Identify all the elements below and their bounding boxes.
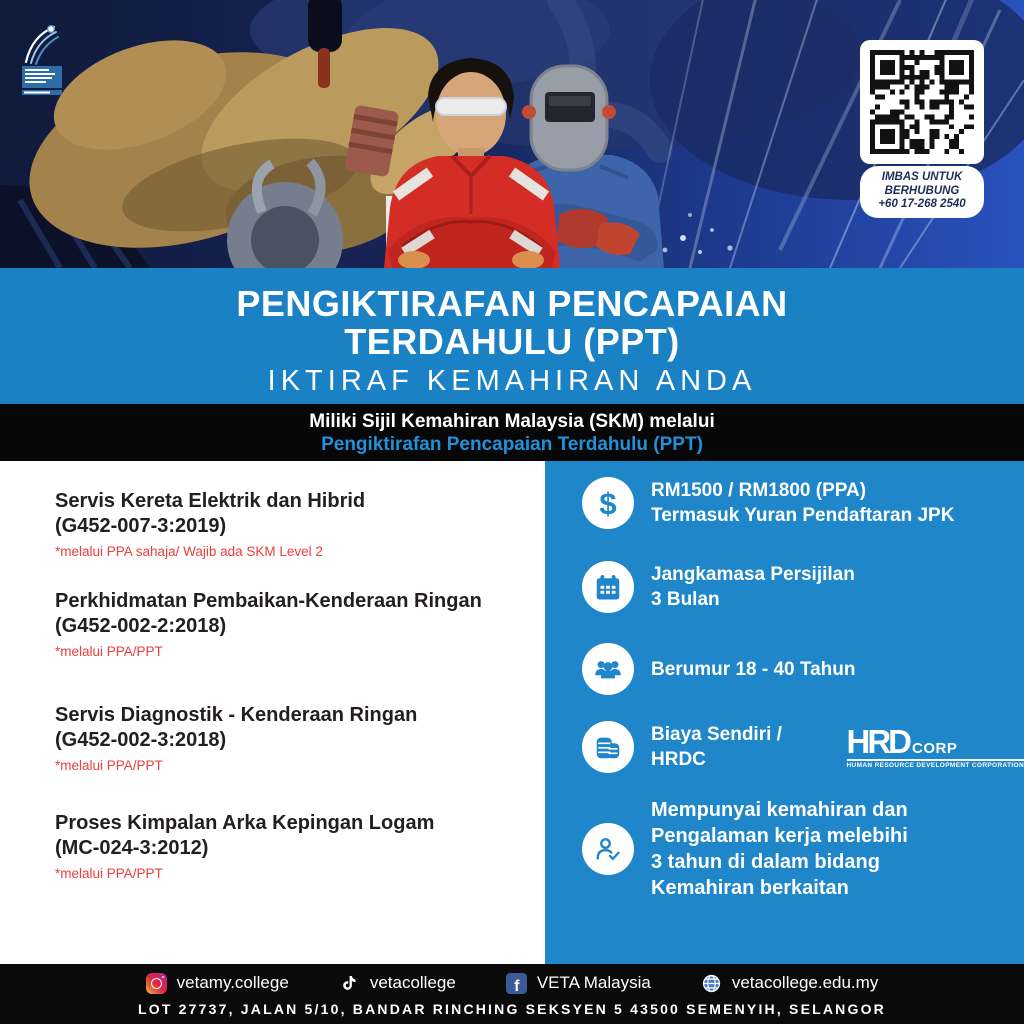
dollar-icon: $ <box>582 477 634 529</box>
fee-line1: RM1500 / RM1800 (PPA) <box>651 480 867 501</box>
instagram-handle: vetamy.college <box>176 973 289 992</box>
website-handle: vetacollege.edu.my <box>731 973 879 992</box>
facebook-link[interactable] <box>506 972 651 994</box>
tiktok-link[interactable] <box>339 972 456 994</box>
info-row-age <box>545 643 1024 695</box>
course-code: (MC-024-3:2012) <box>55 837 209 859</box>
calendar-icon <box>582 561 634 613</box>
poster-subtitle: IKTIRAF KEMAHIRAN ANDA <box>267 365 757 397</box>
info-row-funding <box>545 721 1024 773</box>
info-row-experience <box>545 797 1024 901</box>
hero-photo <box>0 0 1024 268</box>
person-check-icon <box>582 823 634 875</box>
course-title: Servis Kereta Elektrik dan Hibrid <box>55 490 366 512</box>
hrdcorp-logo <box>846 722 1024 770</box>
course-title: Servis Diagnostik - Kenderaan Ringan <box>55 704 418 726</box>
qr-caption-line2: BERHUBUNG <box>884 184 960 197</box>
course-note: *melalui PPA sahaja/ Wajib ada SKM Level 2 <box>55 544 323 559</box>
facebook-icon: f <box>506 972 528 994</box>
duration-line2: 3 Bulan <box>651 589 720 610</box>
hrdcorp-main: HRD <box>846 722 909 760</box>
qr-code[interactable] <box>860 40 984 164</box>
skm-strip <box>0 404 1024 461</box>
hrdcorp-suffix: CORP <box>912 739 958 757</box>
website-link[interactable] <box>701 972 878 994</box>
experience-line4: Kemahiran berkaitan <box>651 877 849 899</box>
course-item <box>55 703 525 773</box>
course-item <box>55 811 525 881</box>
course-note: *melalui PPA/PPT <box>55 866 163 881</box>
fee-line2: Termasuk Yuran Pendaftaran JPK <box>651 505 955 526</box>
course-note: *melalui PPA/PPT <box>55 758 163 773</box>
info-row-fee <box>545 477 1024 529</box>
course-note: *melalui PPA/PPT <box>55 644 163 659</box>
course-title: Perkhidmatan Pembaikan-Kenderaan Ringan <box>55 590 482 612</box>
experience-line1: Mempunyai kemahiran dan <box>651 799 908 821</box>
tiktok-icon <box>339 972 361 994</box>
instagram-link[interactable] <box>146 972 289 994</box>
veta-college-logo <box>18 22 66 100</box>
info-panel <box>545 461 1024 964</box>
course-code: (G452-002-3:2018) <box>55 729 227 751</box>
course-code: (G452-007-3:2019) <box>55 515 227 537</box>
globe-icon <box>701 972 723 994</box>
qr-phone: +60 17-268 2540 <box>878 198 966 210</box>
poster-title-line1: PENGIKTIRAFAN PENCAPAIAN <box>236 283 788 324</box>
course-list <box>0 461 545 964</box>
experience-line2: Pengalaman kerja melebihi <box>651 825 908 847</box>
course-code: (G452-002-2:2018) <box>55 615 227 637</box>
footer <box>0 964 1024 1024</box>
skm-strip-line1: Miliki Sijil Kemahiran Malaysia (SKM) melalui <box>309 411 715 432</box>
instagram-icon <box>146 972 168 994</box>
info-row-duration <box>545 561 1024 613</box>
experience-line3: 3 tahun di dalam bidang <box>651 851 880 873</box>
people-icon <box>582 643 634 695</box>
facebook-handle: VETA Malaysia <box>536 973 651 992</box>
duration-line1: Jangkamasa Persijilan <box>651 564 855 585</box>
course-title: Proses Kimpalan Arka Kepingan Logam <box>55 812 435 834</box>
hrdcorp-tagline: HUMAN RESOURCE DEVELOPMENT CORPORATION <box>846 761 1024 769</box>
tiktok-handle: vetacollege <box>369 973 456 992</box>
course-item <box>55 489 525 559</box>
coins-icon <box>582 721 634 773</box>
skm-strip-line2: Pengiktirafan Pencapaian Terdahulu (PPT) <box>321 434 703 455</box>
social-row <box>0 971 1024 995</box>
contact-pill[interactable] <box>860 166 984 218</box>
funding-line1: Biaya Sendiri / HRDC <box>651 724 782 770</box>
age-line1: Berumur 18 - 40 Tahun <box>651 658 856 680</box>
qr-caption-line1: IMBAS UNTUK <box>881 171 963 183</box>
course-item <box>55 589 525 659</box>
address-line: LOT 27737, JALAN 5/10, BANDAR RINCHING SEKSYEN 5 43500 SEMENYIH, SELANGOR <box>138 1001 886 1017</box>
main-content <box>0 461 1024 964</box>
title-band <box>0 268 1024 404</box>
poster-title-line2: TERDAHULU (PPT) <box>344 321 680 362</box>
